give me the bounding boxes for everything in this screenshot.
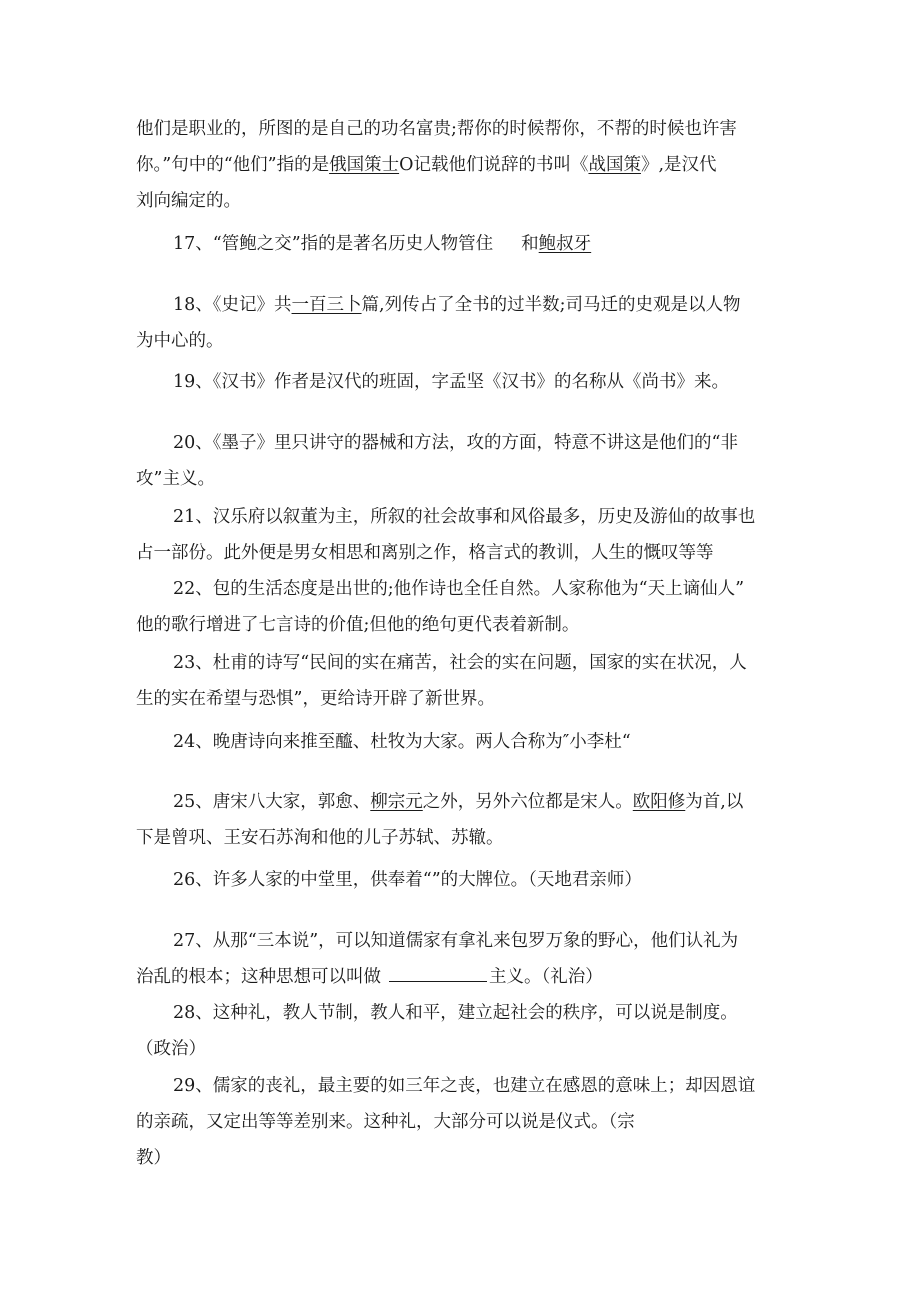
text-segment: 为中心的。	[136, 331, 224, 351]
fill-in-blank	[389, 963, 487, 982]
paragraph-line	[136, 612, 796, 638]
text-segment: 18、《史记》共	[173, 295, 292, 315]
text-segment: 23、杜甫的诗写“民间的实在痛苦，社会的实在问题，国家的实在状况，人	[173, 653, 747, 673]
text-segment: 刘向编定的。	[136, 191, 241, 211]
text-segment: 生的实在希望与恐惧”，更给诗开辟了新世界。	[136, 689, 495, 709]
text-segment: 》,是汉代	[640, 155, 717, 175]
item-24	[173, 729, 793, 755]
paragraph-line	[136, 825, 796, 851]
text-segment: 攻”主义。	[136, 469, 215, 489]
text-segment: 26、许多人家的中堂里，供奉着“”的大牌位。（天地君亲师）	[173, 870, 642, 890]
text-segment: 占一部份。此外便是男女相思和离别之作，格言式的教训，人生的慨叹等等	[136, 543, 714, 563]
text-segment: 的亲疏，又定出等等差别来。这种礼，大部分可以说是仪式。（宗	[136, 1112, 635, 1132]
text-segment: 19、《汉书》作者是汉代的班固，字孟坚《汉书》的名称从《尚书》来。	[173, 372, 730, 392]
text-segment: O记载他们说辞的书叫《	[399, 155, 589, 175]
text-segment: 17、“管鲍之交”指的是著名历史人物管住	[173, 234, 494, 254]
paragraph-line	[136, 686, 796, 712]
text-segment: 他们是职业的，所图的是自己的功名富贵;帮你的时候帮你，不帮的时候也许害	[136, 119, 737, 139]
paragraph-line	[136, 1145, 796, 1171]
text-segment: 你。”句中的“他们”指的是	[136, 155, 330, 175]
underlined-answer: 俄国策士	[329, 155, 400, 175]
text-segment: 和	[521, 234, 539, 254]
item-19	[173, 369, 793, 395]
item-23	[173, 650, 793, 676]
underlined-answer: 战国策	[588, 155, 641, 175]
item-28	[173, 1000, 793, 1026]
item-17	[173, 231, 793, 257]
underlined-answer: 柳宗元	[370, 792, 423, 812]
paragraph-line	[136, 1109, 796, 1135]
text-segment: 27、从那“三本说”，可以知道儒家有拿礼来包罗万象的野心，他们认礼为	[173, 931, 739, 951]
paragraph-line	[136, 1036, 796, 1062]
item-18	[173, 292, 793, 318]
text-segment: 之外，另外六位都是宋人。	[422, 792, 633, 812]
underlined-answer: 欧阳修	[632, 792, 686, 812]
text-segment: 29、儒家的丧礼，最主要的如三年之丧，也建立在感恩的意味上；却因恩谊	[173, 1076, 756, 1096]
paragraph-line	[136, 188, 796, 214]
text-segment: 28、这种礼，教人节制，教人和平，建立起社会的秩序，可以说是制度。	[173, 1003, 738, 1023]
item-26	[173, 867, 793, 893]
item-27	[173, 928, 793, 954]
text-segment: 22、包的生活态度是出世的;他作诗也全任自然。人家称他为“天上谪仙人”	[173, 579, 745, 599]
text-segment: 下是曾巩、王安石苏洵和他的儿子苏轼、苏辙。	[136, 828, 504, 848]
underlined-answer: 鲍叔牙	[538, 234, 592, 254]
text-segment: 主义。（礼治）	[489, 967, 603, 987]
text-segment: （政治）	[136, 1039, 206, 1059]
text-segment: 21、汉乐府以叙董为主，所叙的社会故事和风俗最多，历史及游仙的故事也	[173, 507, 756, 527]
paragraph-line	[136, 466, 796, 492]
item-20	[173, 430, 793, 456]
text-segment: 教）	[136, 1148, 171, 1168]
item-21	[173, 504, 793, 530]
paragraph-line	[136, 116, 796, 142]
item-29	[173, 1073, 793, 1099]
text-segment: 治乱的根本；这种思想可以叫做	[136, 967, 381, 987]
paragraph-line	[136, 328, 796, 354]
text-segment: 20、《墨子》里只讲守的器械和方法，攻的方面，特意不讲这是他们的“非	[173, 433, 738, 453]
paragraph-line	[136, 152, 796, 178]
item-22	[173, 576, 793, 602]
text-segment: 25、唐宋八大家，郭愈、	[173, 792, 371, 812]
paragraph-line	[136, 963, 796, 990]
item-25	[173, 789, 793, 815]
paragraph-line	[136, 540, 796, 566]
text-segment: 24、晚唐诗向来推至醯、杜牧为大家。两人合称为″小李杜“	[173, 732, 631, 752]
text-segment: 为首,以	[685, 792, 744, 812]
text-segment: 他的歌行增进了七言诗的价值;但他的绝句更代表着新制。	[136, 615, 580, 635]
underlined-answer: 一百三卜	[291, 295, 362, 315]
text-segment: 篇,列传占了全书的过半数;司马迁的史观是以人物	[361, 295, 741, 315]
